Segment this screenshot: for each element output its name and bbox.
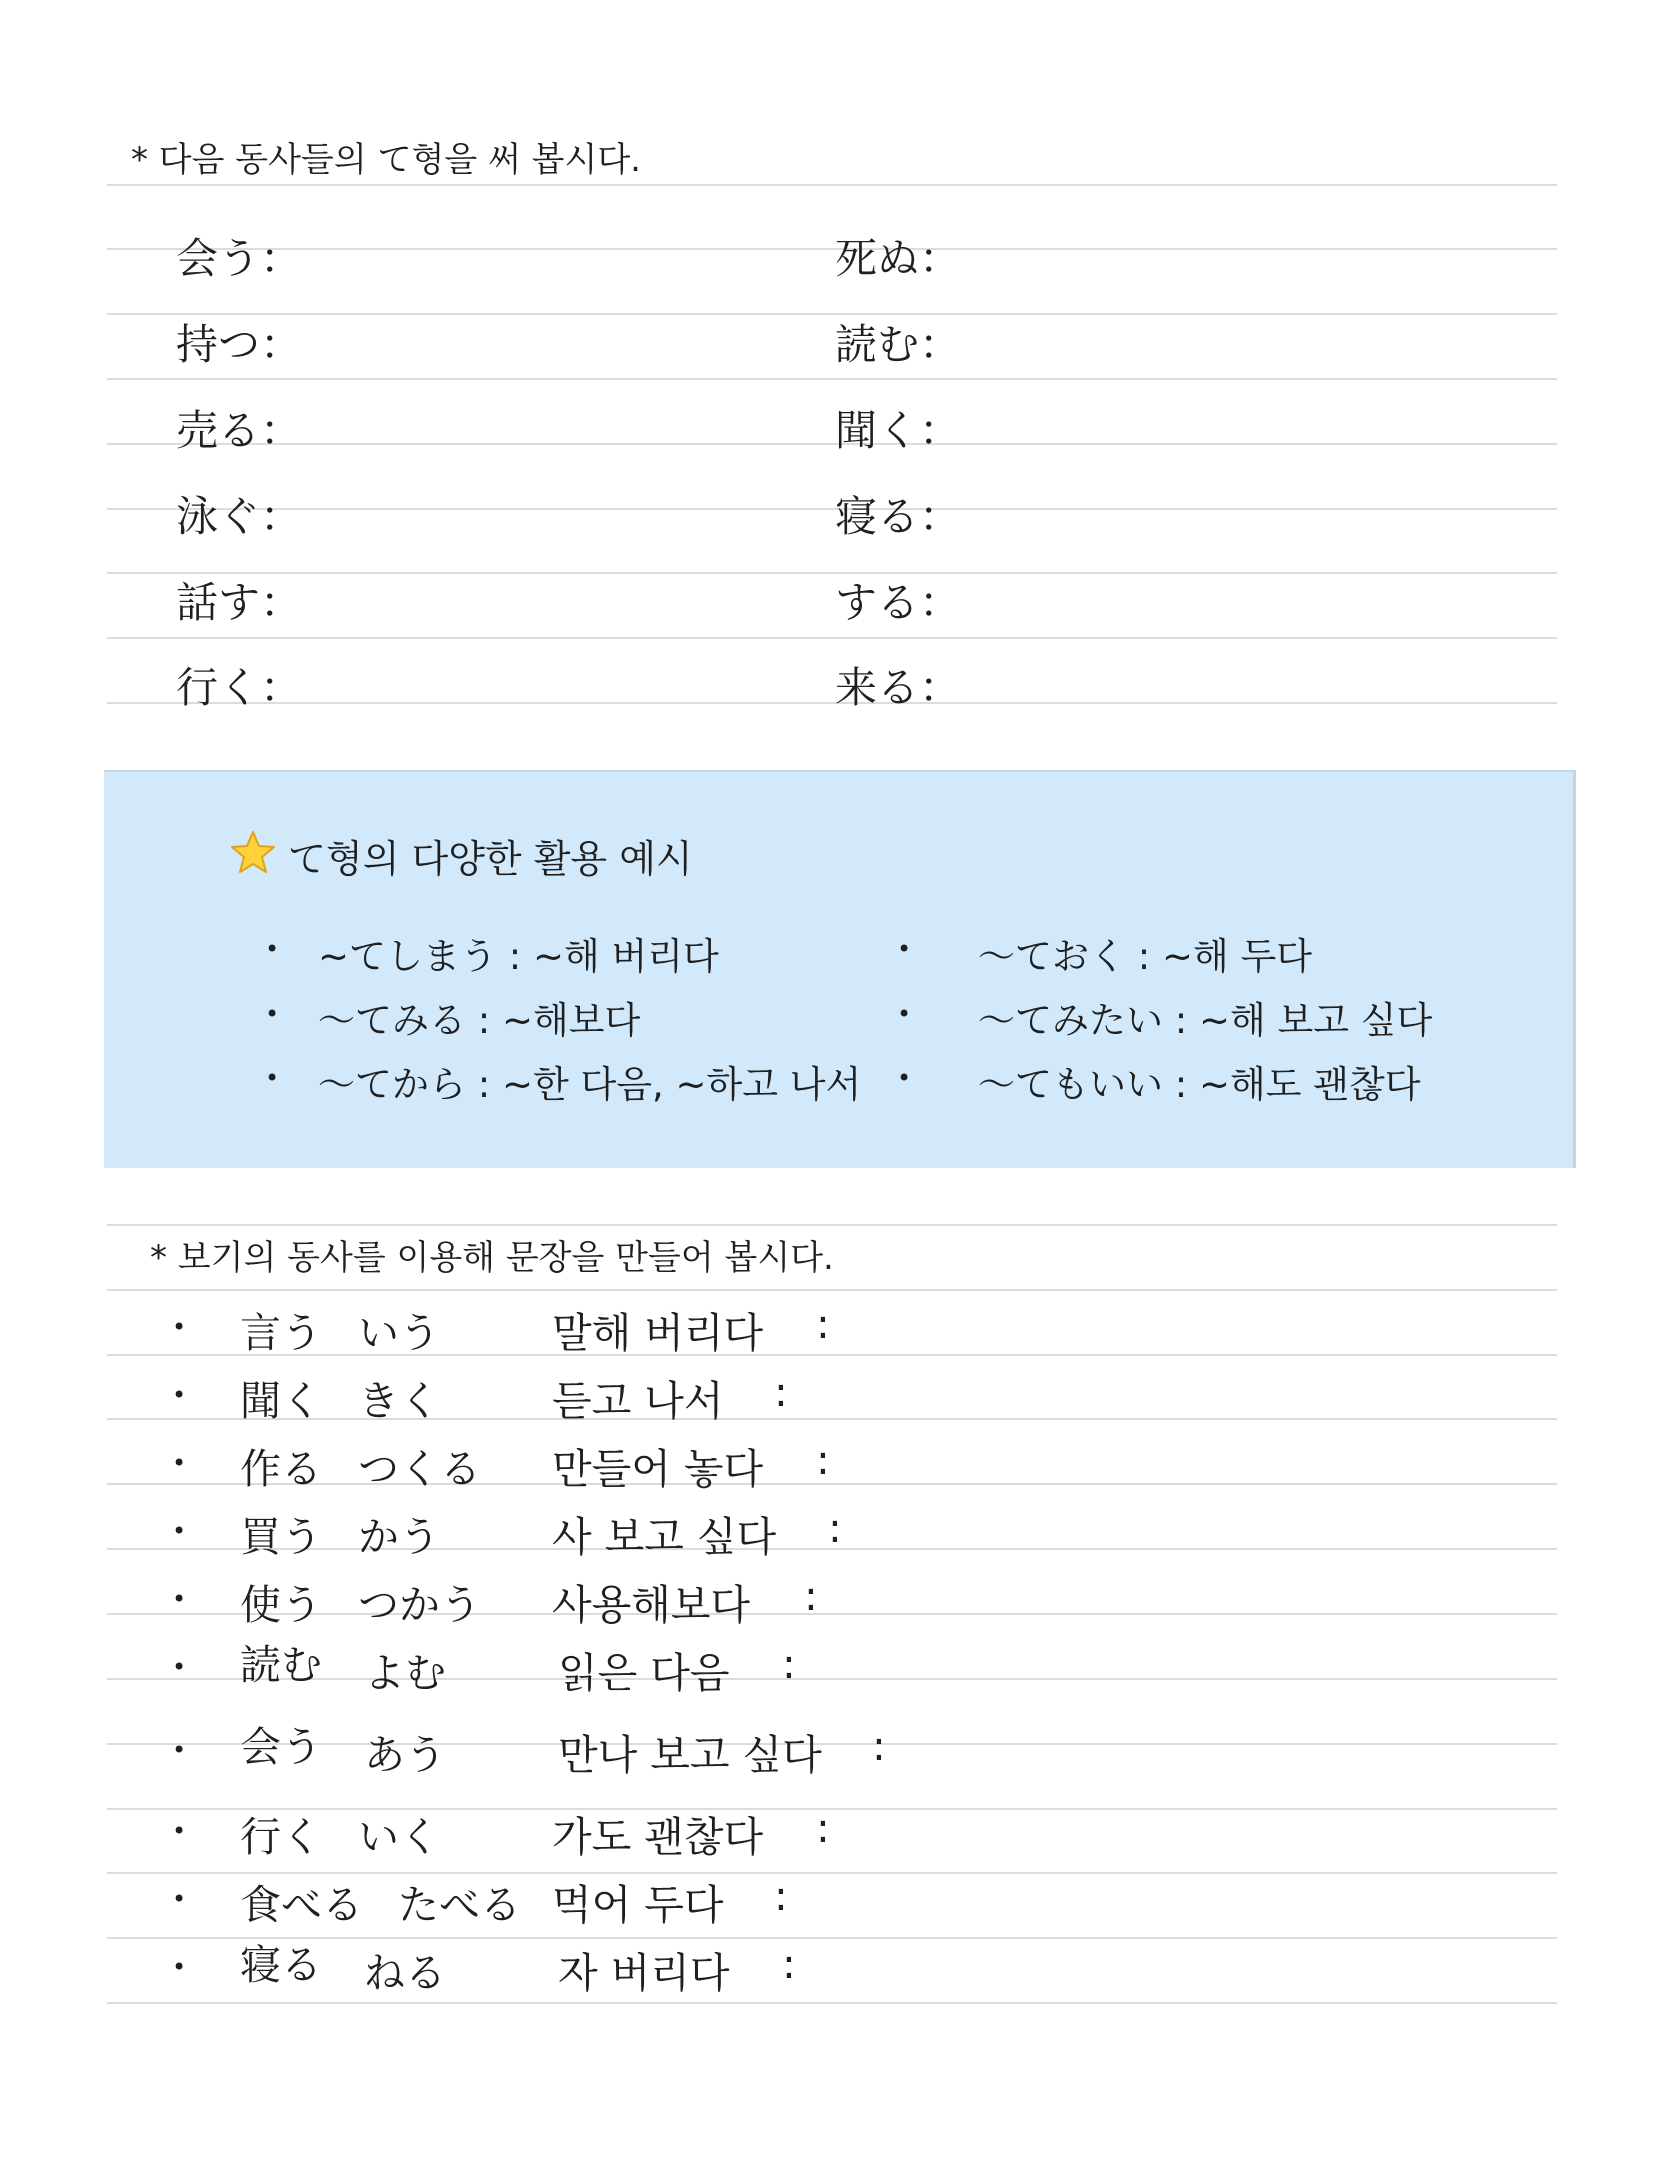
example-kana: つくる [358, 1445, 481, 1493]
ruled-line [107, 1678, 1557, 1680]
answer-colon: : [782, 1640, 796, 1688]
example-kanji: 寝る [240, 1941, 322, 1989]
ruled-line [107, 702, 1557, 704]
bullet-icon: • [897, 1000, 912, 1028]
example-meaning: 자 버리다 [558, 1949, 730, 1997]
bullet-icon: • [172, 1313, 187, 1341]
verb-right: 聞く： [835, 406, 962, 455]
ruled-line [107, 184, 1557, 186]
verb-right: 寝る： [835, 492, 962, 541]
section1-instruction: * 다음 동사들의 て형을 써 봅시다. [131, 140, 641, 180]
example-kana: かう [358, 1513, 440, 1561]
example-kanji: 言う [240, 1309, 322, 1357]
answer-colon: : [816, 1436, 830, 1484]
section2-instruction: * 보기의 동사를 이용해 문장을 만들어 봅시다. [150, 1238, 834, 1278]
answer-colon: : [782, 1940, 796, 1988]
ruled-line [107, 2002, 1557, 2004]
ruled-line [107, 1483, 1557, 1485]
ruled-line [107, 1808, 1557, 1810]
ruled-line [107, 1418, 1557, 1420]
example-kanji: 会う [240, 1723, 322, 1771]
example-kana: あう [364, 1731, 446, 1779]
example-kanji: 読む [240, 1641, 322, 1689]
example-meaning: 가도 괜찮다 [552, 1813, 764, 1861]
answer-colon: : [774, 1872, 788, 1920]
example-kana: ねる [364, 1949, 446, 1997]
example-kana: いく [358, 1813, 440, 1861]
bullet-icon: • [897, 935, 912, 963]
bullet-icon: • [897, 1064, 912, 1092]
verb-right: 死ぬ： [835, 234, 962, 283]
example-kana: いう [358, 1309, 440, 1357]
bullet-icon: • [172, 1449, 187, 1477]
example-meaning: 만나 보고 싶다 [558, 1731, 822, 1779]
tip-item: ～てみたい : ~해 보고 싶다 [978, 999, 1433, 1042]
ruled-line [107, 637, 1557, 639]
example-kanji: 食べる [240, 1881, 363, 1929]
verb-right: する： [835, 578, 962, 627]
verb-right: 読む： [835, 320, 962, 369]
example-kanji: 作る [240, 1445, 322, 1493]
bullet-icon: • [172, 1381, 187, 1409]
tip-item: ～てみる : ~해보다 [318, 999, 641, 1042]
ruled-line [107, 1224, 1557, 1226]
example-kanji: 使う [240, 1581, 322, 1629]
answer-colon: : [804, 1572, 818, 1620]
example-kanji: 買う [240, 1513, 322, 1561]
example-meaning: 먹어 두다 [552, 1881, 724, 1929]
verb-right: 来る： [835, 663, 962, 712]
example-meaning: 읽은 다음 [558, 1649, 730, 1697]
ruled-line [107, 508, 1557, 510]
verb-left: 話す： [176, 578, 303, 627]
answer-colon: : [872, 1722, 886, 1770]
ruled-line [107, 1743, 1557, 1745]
answer-colon: : [828, 1504, 842, 1552]
star-icon [230, 830, 276, 874]
answer-colon: : [816, 1300, 830, 1348]
tip-item: ～てもいい : ~해도 괜찮다 [978, 1063, 1421, 1106]
bullet-icon: • [172, 1585, 187, 1613]
ruled-line [107, 1354, 1557, 1356]
tip-item: ～ておく : ~해 두다 [978, 935, 1312, 978]
bullet-icon: • [172, 1953, 187, 1981]
example-kanji: 行く [240, 1813, 322, 1861]
ruled-line [107, 1937, 1557, 1939]
verb-left: 行く： [176, 663, 303, 712]
tip-title: て형의 다양한 활용 예시 [288, 837, 693, 881]
bullet-icon: • [172, 1653, 187, 1681]
ruled-line [107, 313, 1557, 315]
verb-left: 持つ： [176, 320, 303, 369]
example-meaning: 사 보고 싶다 [552, 1513, 777, 1561]
ruled-line [107, 443, 1557, 445]
ruled-line [107, 572, 1557, 574]
example-meaning: 만들어 놓다 [552, 1445, 764, 1493]
ruled-line [107, 1613, 1557, 1615]
answer-colon: : [774, 1368, 788, 1416]
example-kana: よむ [364, 1649, 446, 1697]
example-kana: つかう [358, 1581, 481, 1629]
verb-left: 泳ぐ： [176, 492, 303, 541]
verb-left: 会う： [176, 234, 303, 283]
bullet-icon: • [172, 1817, 187, 1845]
example-kanji: 聞く [240, 1377, 322, 1425]
tip-item: ～てから : ~한 다음, ~하고 나서 [318, 1063, 862, 1106]
verb-left: 売る： [176, 406, 303, 455]
tip-item: ~てしまう : ~해 버리다 [318, 935, 719, 978]
bullet-icon: • [172, 1517, 187, 1545]
example-meaning: 말해 버리다 [552, 1309, 764, 1357]
bullet-icon: • [265, 1064, 280, 1092]
bullet-icon: • [265, 935, 280, 963]
ruled-line [107, 1289, 1557, 1291]
answer-colon: : [816, 1804, 830, 1852]
example-meaning: 듣고 나서 [552, 1377, 724, 1425]
bullet-icon: • [172, 1736, 187, 1764]
example-kana: たべる [398, 1881, 521, 1929]
bullet-icon: • [172, 1885, 187, 1913]
example-meaning: 사용해보다 [552, 1581, 751, 1629]
ruled-line [107, 378, 1557, 380]
bullet-icon: • [265, 1000, 280, 1028]
ruled-line [107, 248, 1557, 250]
example-kana: きく [358, 1377, 440, 1425]
